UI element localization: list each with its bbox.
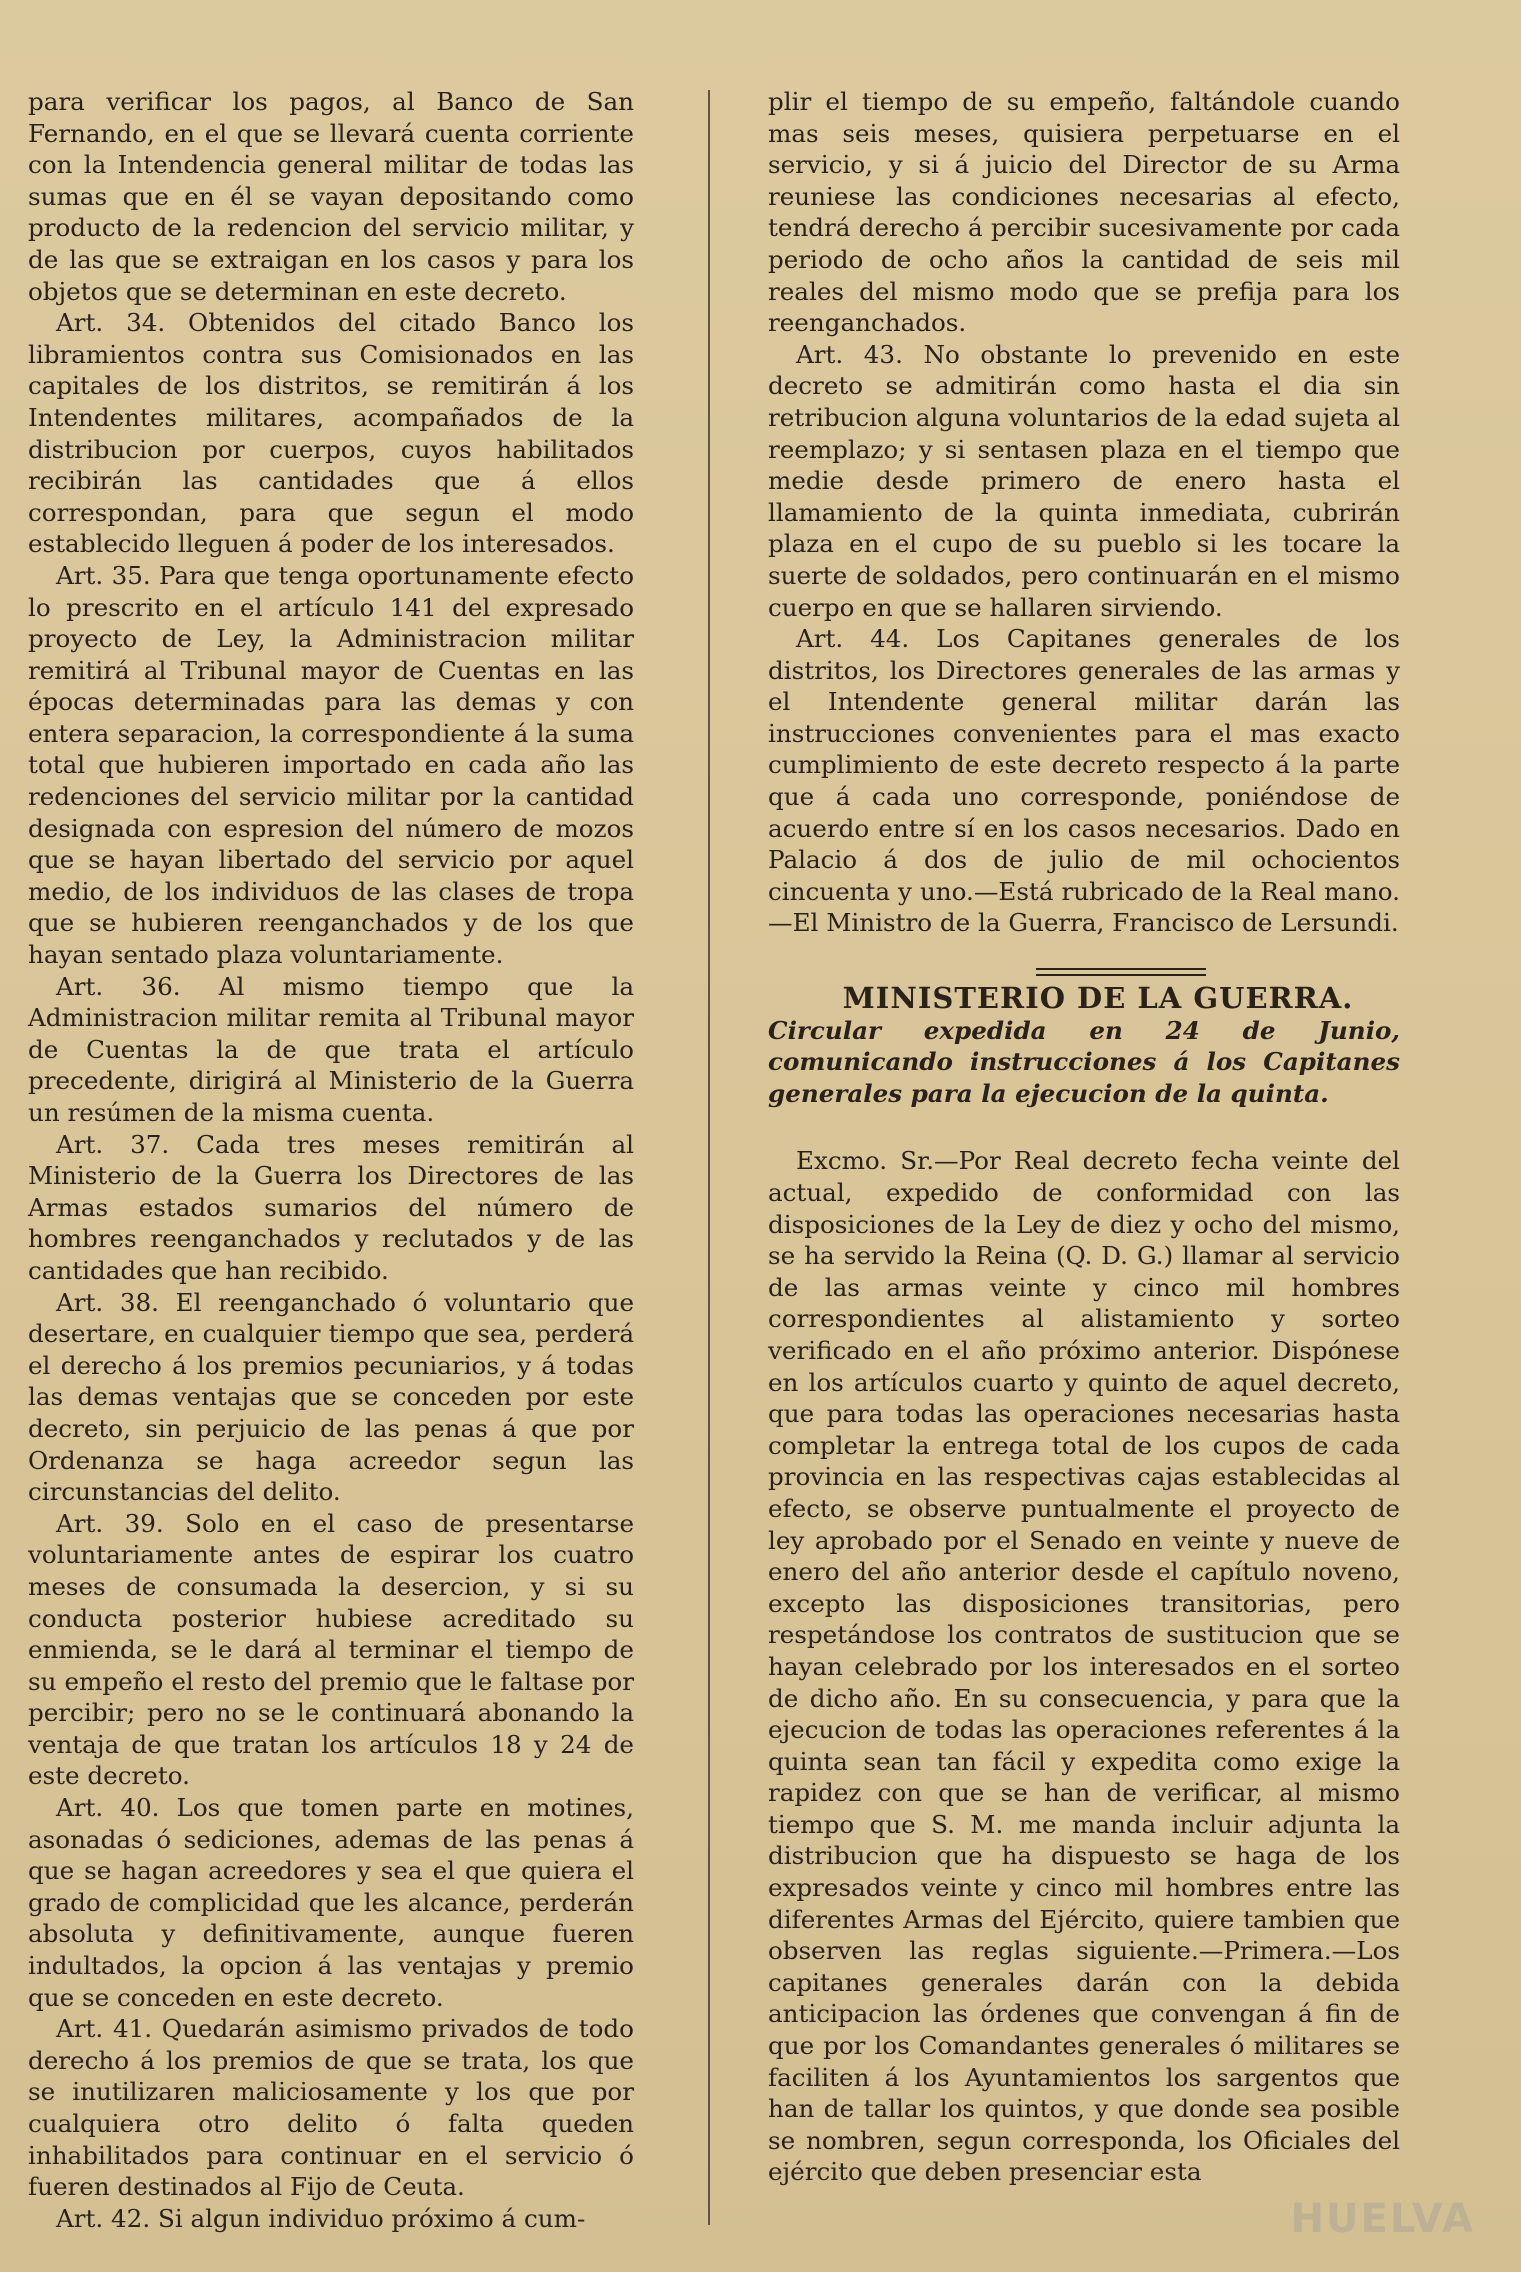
- paragraph-art-36: Art. 36. Al mismo tiempo que la Administracion militar remita al Tribunal mayor de Cuentas la de que trata el artículo precedente, dirigirá al Ministerio de la Guerra un resúmen de la misma cuenta.: [28, 971, 634, 1127]
- paragraph-art-37: Art. 37. Cada tres meses remitirán al Ministerio de la Guerra los Directores de las Armas estados sumarios del número de hombres reenganchados y reclutados y de las cantidades que han recibido.: [28, 1129, 634, 1285]
- paragraph-art-34: Art. 34. Obtenidos del citado Banco los libramientos contra sus Comisionados en las capitales de los distritos, se remitirán á los Intendentes militares, acompañados de la distribucion por cuerpos, cuyos habilitados recibirán las cantidades que á ellos correspondan, para que segun el modo establecido lleguen á poder de los interesados.: [28, 308, 634, 559]
- paragraph-art-40: Art. 40. Los que tomen parte en motines, asonadas ó sediciones, ademas de las penas á que se hagan acreedores y sea el que quiera el grado de complicidad que les alcance, perderán absoluta y definitivamente, aunque fueren indultados, la opcion á las ventajas y premio que se conceden en este decreto.: [28, 1793, 634, 2012]
- paragraph-art-42-cont: plir el tiempo de su empeño, faltándole cuando mas seis meses, quisiera perpetuarse en el servicio, y si á juicio del Director de su Arma reuniese las condiciones necesarias al efecto, tendrá derecho á percibir sucesivamente por cada periodo de ocho años la cantidad de seis mil reales del mismo modo que se prefija para los reenganchados.: [768, 87, 1400, 338]
- paragraph-art-38: Art. 38. El reenganchado ó voluntario que desertare, en cualquier tiempo que sea, perderá el derecho á los premios pecuniarios, y á todas las demas ventajas que se conceden por este decreto, sin perjuicio de las penas á que por Ordenanza se haga acreedor segun las circunstancias del delito.: [28, 1287, 634, 1507]
- paragraph-art-41: Art. 41. Quedarán asimismo privados de todo derecho á los premios de que se trata, los que se inutilizaren maliciosamente y los que por cualquiera otro delito ó falta queden inhabilitados para continuar en el servicio ó fueren destinados al Fijo de Ceuta.: [28, 2014, 634, 2202]
- left-column: [28, 86, 634, 2234]
- circular-subheading: Circular expedida en 24 de Junio, comunicando instrucciones á los Capitanes generales para la ejecucion de la quinta.: [768, 1015, 1400, 1108]
- circular-body: Excmo. Sr.—Por Real decreto fecha veinte del actual, expedido de conformidad con las disposiciones de la Ley de diez y ocho del mismo, se ha servido la Reina (Q. D. G.) llamar al servicio de las armas veinte y cinco mil hombres correspondientes al alistamiento y sorteo verificado en el año próximo anterior. Dispónese en los artículos cuarto y quinto de aquel decreto, que para todas las operaciones necesarias hasta completar la entrega total de los cupos de cada provincia en las respectivas cajas establecidas al efecto, se observe puntualmente el proyecto de ley aprobado por el Senado en veinte y nueve de enero del año anterior desde el capítulo noveno, excepto las disposiciones transitorias, pero respetándose los contratos de sustitucion que se hayan celebrado por los interesados en el sorteo de dicho año. En su consecuencia, y para que la ejecucion de todas las operaciones referentes á la quinta sean tan fácil y expedita como exige la rapidez con que se han de verificar, al mismo tiempo que S. M. me manda incluir adjunta la distribucion que ha dispuesto se haga de los expresados veinte y cinco mil hombres entre las diferentes Armas del Ejército, quiere tambien que observen las reglas siguiente.—Primera.—Los capitanes generales darán con la debida anticipacion las órdenes que convengan á fin de que por los Comandantes generales ó militares se faciliten á los Ayuntamientos los sargentos que han de tallar los quintos, y que donde sea posible se nombren, segun corresponda, los Oficiales del ejército que deben presenciar esta: [768, 1146, 1400, 2187]
- paragraph-art-43: Art. 43. No obstante lo prevenido en este decreto se admitirán como hasta el dia sin retribucion alguna voluntarios de la edad sujeta al reemplazo; y si sentasen plaza en el tiempo que medie desde primero de enero hasta el llamamiento de la quinta inmediata, cubrirán plaza en el cupo de su pueblo si les tocare la suerte de soldados, pero continuarán en el mismo cuerpo en que se hallaren sirviendo.: [768, 339, 1400, 622]
- paragraph-art-35: Art. 35. Para que tenga oportunamente efecto lo prescrito en el artículo 141 del expresado proyecto de Ley, la Administracion militar remitirá al Tribunal mayor de Cuentas en las épocas determinadas para las demas y con entera separacion, la correspondiente á la suma total que hubieren importado en cada año las redenciones del servicio militar por la cantidad designada con espresion del número de mozos que se hayan libertado del servicio por aquel medio, de los individuos de las clases de tropa que se hubieren reenganchados y de los que hayan sentado plaza voluntariamente.: [28, 560, 634, 970]
- archive-watermark: HUELVA: [1290, 2196, 1475, 2242]
- paragraph-art-39: Art. 39. Solo en el caso de presentarse voluntariamente antes de espirar los cuatro meses de consumada la desercion, y si su conducta posterior hubiese acreditado su enmienda, se le dará al terminar el tiempo de su empeño el resto del premio que le faltase por percibir; pero no se le continuará abonando la ventaja de que tratan los artículos 18 y 24 de este decreto.: [28, 1508, 634, 1791]
- paragraph-art-44: Art. 44. Los Capitanes generales de los distritos, los Directores generales de las armas y el Intendente general militar darán las instrucciones convenientes para el mas exacto cumplimiento de este decreto respecto á la parte que á cada uno corresponde, poniéndose de acuerdo entre sí en los casos necesarios. Dado en Palacio á dos de julio de mil ochocientos cincuenta y uno.—Está rubricado de la Real mano.—El Ministro de la Guerra, Francisco de Lersundi.: [768, 624, 1400, 938]
- right-column: [768, 86, 1400, 2188]
- column-divider: [708, 90, 710, 2225]
- paragraph: para verificar los pagos, al Banco de San Fernando, en el que se llevará cuenta corriente con la Intendencia general militar de todas las sumas que en él se vayan depositando como producto de la redencion del servicio militar, y de las que se extraigan en los casos y para los objetos que se determinan en este decreto.: [28, 87, 634, 306]
- ornament-rule: [1036, 966, 1206, 978]
- paragraph-art-42: Art. 42. Si algun individuo próximo á cum-: [56, 2203, 586, 2233]
- section-heading: MINISTERIO DE LA GUERRA.: [842, 981, 1354, 1016]
